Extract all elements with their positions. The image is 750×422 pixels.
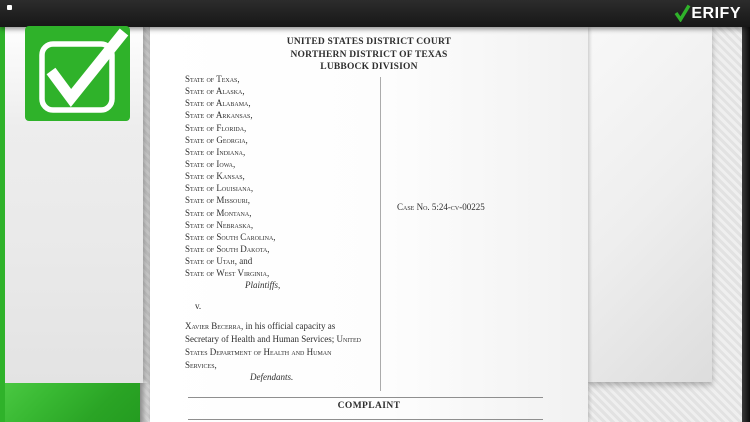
rule-below-complaint <box>188 419 543 420</box>
plaintiff-state-line: State of Alabama, <box>185 98 251 109</box>
plaintiff-state-line: State of Texas, <box>185 74 240 84</box>
court-header: UNITED STATES DISTRICT COURT NORTHERN DISTRICT OF TEXAS LUBBOCK DIVISION <box>286 37 452 73</box>
plaintiff-state-line: State of Missouri, <box>185 195 250 206</box>
right-dark-edge <box>742 0 750 422</box>
rule-above-complaint <box>188 397 543 398</box>
versus-text: v. <box>195 301 202 311</box>
plaintiff-state-line: State of South Dakota, <box>185 243 270 254</box>
court-document-page <box>150 27 588 422</box>
checkbox-check-icon <box>25 26 130 121</box>
plaintiff-states-list <box>185 73 276 279</box>
defendants-label: Defendants. <box>250 372 294 382</box>
plaintiff-state-line: State of Florida, <box>185 122 247 133</box>
green-block-shadow <box>140 383 149 422</box>
plaintiff-state-line: State of Arkansas, <box>185 110 253 121</box>
case-number: Case No. 5:24-cv-00225 <box>397 202 485 212</box>
complaint-section-title: COMPLAINT <box>337 401 401 411</box>
plaintiff-state-line: State of Louisiana, <box>185 183 254 194</box>
plaintiff-state-line: State of Iowa, <box>185 158 236 169</box>
plaintiff-state-line: State of Montana, <box>185 207 252 218</box>
top-bar <box>0 0 750 27</box>
wordmark-text: ERIFY <box>691 4 741 22</box>
gray-backdrop-panel <box>588 27 712 382</box>
plaintiff-state-line: State of Georgia, <box>185 134 248 145</box>
bottom-left-green-block <box>0 383 140 422</box>
defendant-paragraph: Xavier Becerra, in his official capacity as Secretary of Health and Human Services; United States Department of Health and Human Services, <box>185 321 361 370</box>
plaintiff-state-line: State of Alaska, <box>185 86 245 97</box>
verify-wordmark <box>673 4 741 23</box>
plaintiff-state-line: State of South Carolina, <box>185 231 276 242</box>
plaintiff-state-line: State of West Virginia, <box>185 268 270 279</box>
white-dot <box>7 5 12 10</box>
plaintiffs-label: Plaintiffs, <box>245 280 281 290</box>
verify-checkbox-logo <box>25 26 130 121</box>
checkmark-icon <box>673 3 692 22</box>
caption-divider-line <box>380 77 381 391</box>
plaintiff-state-line: State of Kansas, <box>185 171 245 182</box>
left-green-stripe <box>0 27 5 422</box>
plaintiff-state-line: State of Nebraska, <box>185 219 254 230</box>
plaintiff-state-line: State of Utah, and <box>185 256 253 267</box>
plaintiff-state-line: State of Indiana, <box>185 146 246 157</box>
